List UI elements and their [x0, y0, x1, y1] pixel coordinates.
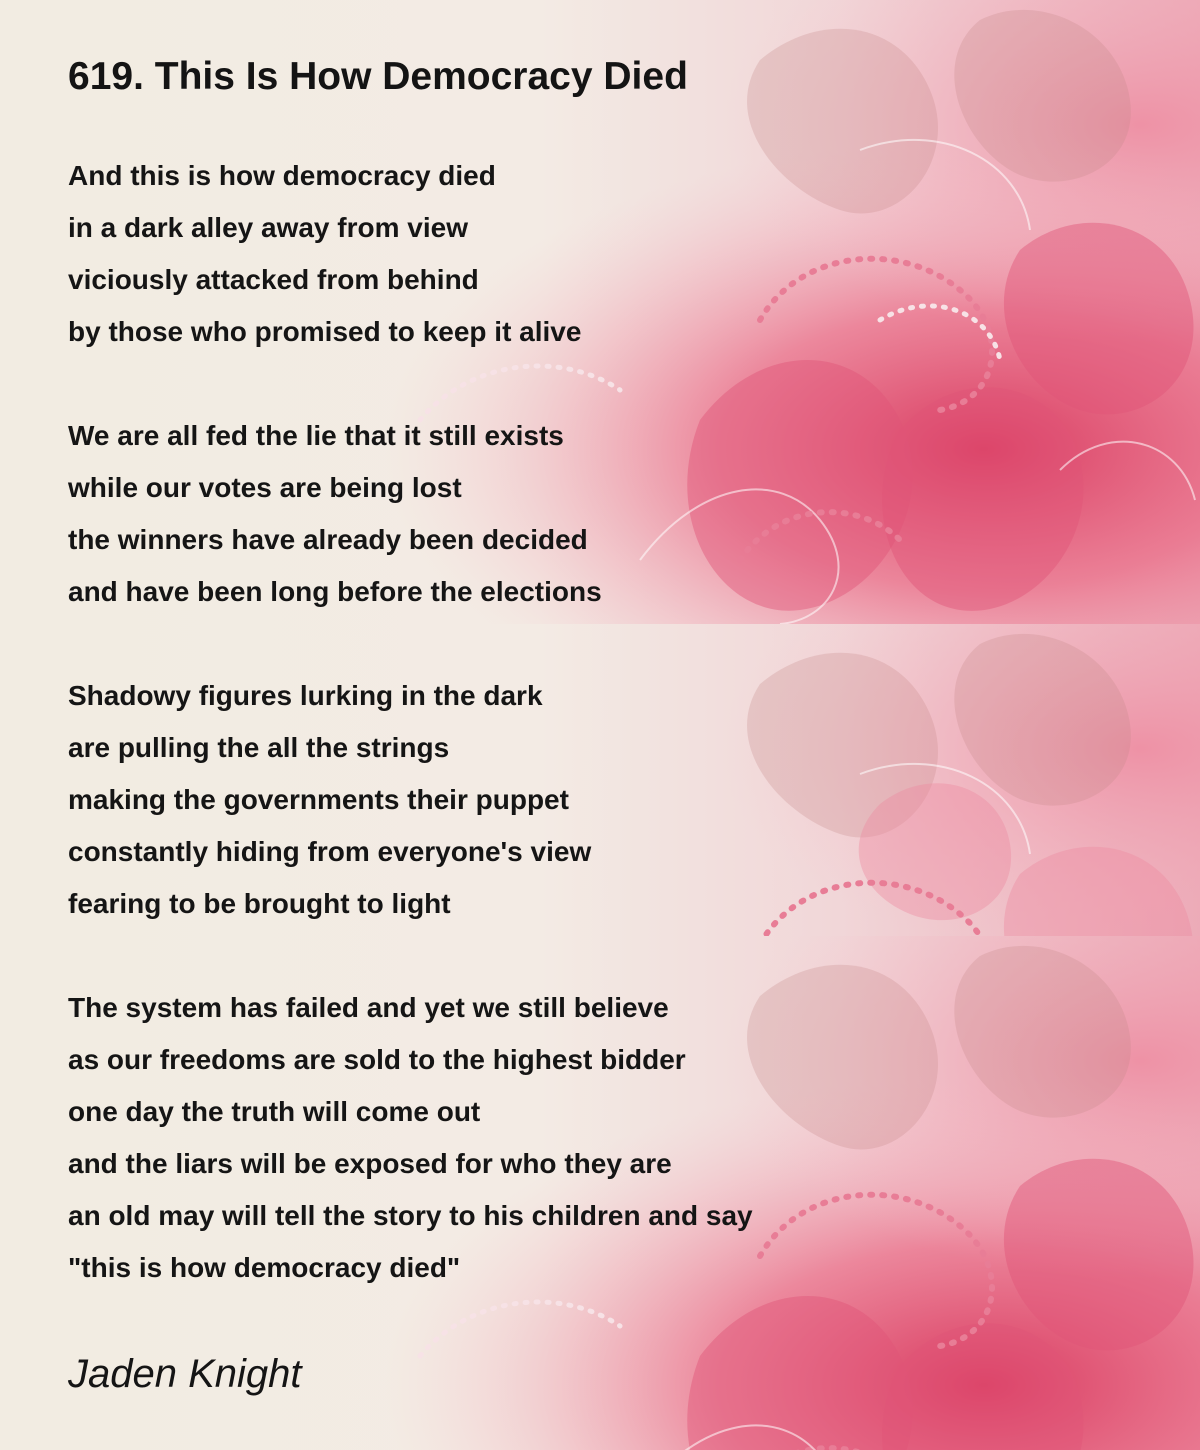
poem-line: an old may will tell the story to his children and say — [68, 1200, 753, 1231]
poem-line: are pulling the all the strings — [68, 732, 450, 763]
poem-line: constantly hiding from everyone's view — [68, 836, 592, 867]
poem-line: as our freedoms are sold to the highest bidder — [68, 1044, 686, 1075]
poem-line: "this is how democracy died" — [68, 1252, 461, 1283]
poem-line: We are all fed the lie that it still exists — [68, 420, 564, 451]
poem-author: Jaden Knight — [68, 1352, 302, 1396]
poem-line: fearing to be brought to light — [68, 888, 451, 919]
stanza-break — [68, 618, 753, 670]
poem-line: The system has failed and yet we still believe — [68, 992, 669, 1023]
poem-line: and the liars will be exposed for who they are — [68, 1148, 672, 1179]
poem-title: 619. This Is How Democracy Died — [68, 55, 688, 98]
poem-line: while our votes are being lost — [68, 472, 462, 503]
poem-line: and have been long before the elections — [68, 576, 602, 607]
poem-line: And this is how democracy died — [68, 160, 496, 191]
poem-line: one day the truth will come out — [68, 1096, 481, 1127]
poem-line: viciously attacked from behind — [68, 264, 479, 295]
poem-line: in a dark alley away from view — [68, 212, 468, 243]
poem-line: the winners have already been decided — [68, 524, 588, 555]
poem-line: making the governments their puppet — [68, 784, 569, 815]
stanza-break — [68, 358, 753, 410]
poem-line: by those who promised to keep it alive — [68, 316, 582, 347]
stanza-break — [68, 930, 753, 982]
poem-line: Shadowy figures lurking in the dark — [68, 680, 543, 711]
poem-body — [68, 150, 753, 1294]
